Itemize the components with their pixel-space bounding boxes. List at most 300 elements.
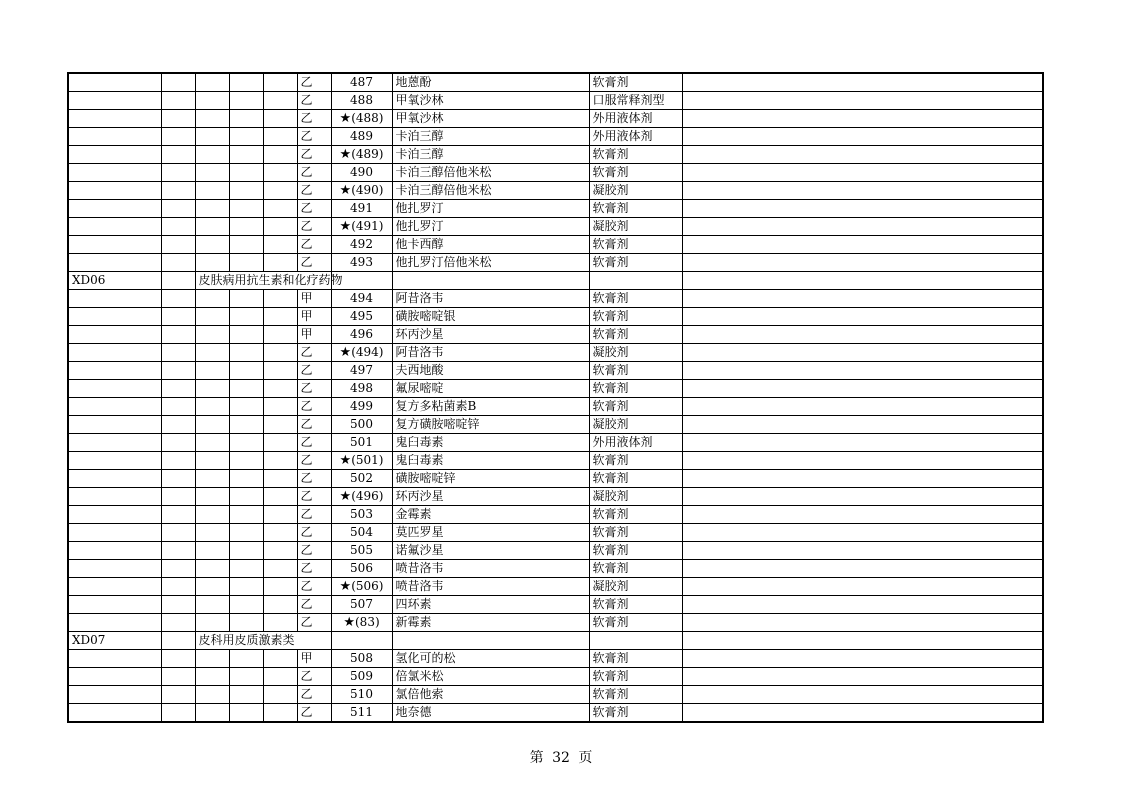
remarks-cell — [682, 110, 1043, 128]
empty-cell — [195, 524, 229, 542]
empty-cell — [161, 128, 195, 146]
number-cell — [331, 146, 392, 164]
code-cell — [68, 650, 161, 668]
empty-cell — [229, 73, 263, 92]
number-cell — [331, 326, 392, 344]
drug-row — [68, 704, 1043, 723]
category-row — [68, 632, 1043, 650]
remarks-cell — [682, 416, 1043, 434]
number-cell — [331, 344, 392, 362]
empty-cell — [263, 146, 297, 164]
empty-cell — [195, 398, 229, 416]
empty-cell — [195, 236, 229, 254]
drug-number: 503 — [350, 507, 373, 521]
grade-cell: 乙 — [297, 110, 331, 128]
grade-cell: 乙 — [297, 524, 331, 542]
drug-row — [68, 290, 1043, 308]
empty-cell — [229, 452, 263, 470]
empty-cell — [263, 110, 297, 128]
number-cell — [331, 110, 392, 128]
drug-name: 磺胺嘧啶银 — [392, 308, 589, 326]
drug-row — [68, 344, 1043, 362]
empty-cell — [263, 560, 297, 578]
empty-cell — [229, 488, 263, 506]
grade-cell: 甲 — [297, 290, 331, 308]
drug-number: 494 — [350, 291, 373, 305]
empty-cell — [263, 290, 297, 308]
dosage-form: 软膏剂 — [589, 596, 682, 614]
code-cell — [68, 560, 161, 578]
empty-cell — [229, 524, 263, 542]
empty-cell — [229, 218, 263, 236]
drug-number: 499 — [350, 399, 373, 413]
empty-cell — [195, 704, 229, 723]
code-cell — [68, 344, 161, 362]
grade-cell: 乙 — [297, 164, 331, 182]
empty-cell — [195, 416, 229, 434]
black-star-icon: ★ — [339, 111, 352, 126]
empty-cell — [161, 398, 195, 416]
drug-name: 他扎罗汀 — [392, 218, 589, 236]
empty-cell — [229, 398, 263, 416]
drug-name: 氢化可的松 — [392, 650, 589, 668]
drug-name: 复方磺胺嘧啶锌 — [392, 416, 589, 434]
remarks-cell — [682, 326, 1043, 344]
drug-row — [68, 362, 1043, 380]
number-cell — [331, 182, 392, 200]
dosage-form: 软膏剂 — [589, 164, 682, 182]
code-cell — [68, 416, 161, 434]
drug-number: 493 — [350, 255, 373, 269]
code-cell — [68, 506, 161, 524]
drug-number: 495 — [350, 309, 373, 323]
drug-number: 490 — [350, 165, 373, 179]
empty-cell — [263, 200, 297, 218]
remarks-cell — [682, 470, 1043, 488]
dosage-form: 凝胶剂 — [589, 416, 682, 434]
dosage-form: 软膏剂 — [589, 290, 682, 308]
empty-cell — [195, 326, 229, 344]
remarks-cell — [682, 686, 1043, 704]
empty-cell — [392, 632, 589, 650]
empty-cell — [229, 704, 263, 723]
remarks-cell — [682, 128, 1043, 146]
code-cell — [68, 73, 161, 92]
code-cell — [68, 110, 161, 128]
code-cell — [68, 254, 161, 272]
empty-cell — [195, 254, 229, 272]
drug-name: 氯倍他索 — [392, 686, 589, 704]
dosage-form: 软膏剂 — [589, 398, 682, 416]
dosage-form: 软膏剂 — [589, 326, 682, 344]
remarks-cell — [682, 542, 1043, 560]
remarks-cell — [682, 614, 1043, 632]
empty-cell — [195, 164, 229, 182]
drug-number: 488 — [350, 93, 373, 107]
empty-cell — [229, 596, 263, 614]
drug-name: 地奈德 — [392, 704, 589, 723]
empty-cell — [195, 218, 229, 236]
drug-name: 卡泊三醇倍他米松 — [392, 182, 589, 200]
code-cell — [68, 398, 161, 416]
number-cell — [331, 236, 392, 254]
empty-cell — [297, 632, 331, 650]
drug-row — [68, 182, 1043, 200]
number-cell — [331, 488, 392, 506]
drug-row — [68, 200, 1043, 218]
remarks-cell — [682, 398, 1043, 416]
empty-cell — [161, 560, 195, 578]
remarks-cell — [682, 92, 1043, 110]
grade-cell: 乙 — [297, 92, 331, 110]
empty-cell — [161, 254, 195, 272]
remarks-cell — [682, 578, 1043, 596]
empty-cell — [161, 164, 195, 182]
empty-cell — [229, 92, 263, 110]
dosage-form: 软膏剂 — [589, 614, 682, 632]
empty-cell — [589, 632, 682, 650]
grade-cell: 乙 — [297, 452, 331, 470]
drug-row — [68, 164, 1043, 182]
empty-cell — [229, 362, 263, 380]
table-body — [68, 73, 1043, 722]
empty-cell — [195, 290, 229, 308]
remarks-cell — [682, 146, 1043, 164]
empty-cell — [195, 596, 229, 614]
grade-cell: 乙 — [297, 596, 331, 614]
empty-cell — [161, 452, 195, 470]
dosage-form: 软膏剂 — [589, 73, 682, 92]
code-cell — [68, 542, 161, 560]
empty-cell — [263, 398, 297, 416]
dosage-form: 口服常释剂型 — [589, 92, 682, 110]
empty-cell — [229, 686, 263, 704]
empty-cell — [229, 164, 263, 182]
empty-cell — [229, 506, 263, 524]
drug-name: 阿昔洛韦 — [392, 344, 589, 362]
number-cell — [331, 92, 392, 110]
number-cell — [331, 254, 392, 272]
number-cell — [331, 668, 392, 686]
code-cell — [68, 308, 161, 326]
empty-cell — [195, 614, 229, 632]
remarks-cell — [682, 506, 1043, 524]
number-cell — [331, 560, 392, 578]
black-star-icon: ★ — [339, 147, 352, 162]
drug-row — [68, 254, 1043, 272]
dosage-form: 软膏剂 — [589, 200, 682, 218]
remarks-cell — [682, 200, 1043, 218]
empty-cell — [161, 506, 195, 524]
drug-number: (506) — [351, 579, 384, 593]
dosage-form: 软膏剂 — [589, 236, 682, 254]
drug-name: 倍氯米松 — [392, 668, 589, 686]
code-cell — [68, 488, 161, 506]
number-cell — [331, 434, 392, 452]
drug-catalog-table — [67, 72, 1044, 723]
empty-cell — [195, 686, 229, 704]
remarks-cell — [682, 488, 1043, 506]
dosage-form: 软膏剂 — [589, 506, 682, 524]
drug-name: 甲氧沙林 — [392, 92, 589, 110]
code-cell — [68, 128, 161, 146]
code-cell — [68, 380, 161, 398]
empty-cell — [161, 650, 195, 668]
grade-cell: 乙 — [297, 416, 331, 434]
empty-cell — [161, 686, 195, 704]
empty-cell — [161, 308, 195, 326]
dosage-form: 软膏剂 — [589, 380, 682, 398]
drug-name: 环丙沙星 — [392, 488, 589, 506]
empty-cell — [263, 380, 297, 398]
remarks-cell — [682, 524, 1043, 542]
empty-cell — [161, 578, 195, 596]
empty-cell — [161, 218, 195, 236]
drug-number: 492 — [350, 237, 373, 251]
drug-name: 诺氟沙星 — [392, 542, 589, 560]
drug-row — [68, 110, 1043, 128]
black-star-icon: ★ — [339, 489, 352, 504]
page-footer — [0, 747, 1122, 767]
drug-row — [68, 92, 1043, 110]
grade-cell: 乙 — [297, 668, 331, 686]
page-number: 32 — [552, 750, 570, 766]
empty-cell — [161, 596, 195, 614]
code-cell — [68, 434, 161, 452]
drug-row — [68, 686, 1043, 704]
empty-cell — [682, 632, 1043, 650]
drug-name: 喷昔洛韦 — [392, 560, 589, 578]
empty-cell — [161, 704, 195, 723]
drug-row — [68, 236, 1043, 254]
code-cell — [68, 92, 161, 110]
drug-name: 他卡西醇 — [392, 236, 589, 254]
empty-cell — [161, 488, 195, 506]
empty-cell — [195, 434, 229, 452]
dosage-form: 软膏剂 — [589, 146, 682, 164]
grade-cell: 乙 — [297, 542, 331, 560]
empty-cell — [229, 236, 263, 254]
category-title: 皮科用皮质激素类 — [195, 632, 297, 650]
code-cell — [68, 668, 161, 686]
category-code: XD06 — [68, 272, 161, 290]
empty-cell — [263, 344, 297, 362]
grade-cell: 乙 — [297, 73, 331, 92]
dosage-form: 凝胶剂 — [589, 182, 682, 200]
empty-cell — [229, 668, 263, 686]
empty-cell — [195, 308, 229, 326]
dosage-form: 凝胶剂 — [589, 344, 682, 362]
number-cell — [331, 704, 392, 723]
grade-cell: 乙 — [297, 488, 331, 506]
empty-cell — [263, 596, 297, 614]
empty-cell — [161, 380, 195, 398]
drug-number: 511 — [350, 705, 373, 719]
code-cell — [68, 182, 161, 200]
empty-cell — [229, 434, 263, 452]
drug-number: 500 — [350, 417, 373, 431]
empty-cell — [263, 686, 297, 704]
number-cell — [331, 470, 392, 488]
remarks-cell — [682, 560, 1043, 578]
grade-cell: 乙 — [297, 398, 331, 416]
drug-number: 487 — [350, 75, 373, 89]
remarks-cell — [682, 218, 1043, 236]
code-cell — [68, 704, 161, 723]
number-cell — [331, 524, 392, 542]
empty-cell — [263, 650, 297, 668]
empty-cell — [263, 524, 297, 542]
number-cell — [331, 164, 392, 182]
empty-cell — [229, 110, 263, 128]
code-cell — [68, 686, 161, 704]
empty-cell — [195, 650, 229, 668]
empty-cell — [161, 614, 195, 632]
drug-row — [68, 398, 1043, 416]
empty-cell — [682, 272, 1043, 290]
empty-cell — [161, 110, 195, 128]
drug-number: (496) — [351, 489, 384, 503]
grade-cell: 乙 — [297, 236, 331, 254]
drug-name: 夫西地酸 — [392, 362, 589, 380]
number-cell — [331, 290, 392, 308]
drug-name: 喷昔洛韦 — [392, 578, 589, 596]
empty-cell — [161, 434, 195, 452]
empty-cell — [195, 146, 229, 164]
dosage-form: 软膏剂 — [589, 704, 682, 723]
empty-cell — [195, 578, 229, 596]
dosage-form: 软膏剂 — [589, 668, 682, 686]
drug-row — [68, 560, 1043, 578]
empty-cell — [263, 308, 297, 326]
remarks-cell — [682, 182, 1043, 200]
drug-number: 507 — [350, 597, 373, 611]
empty-cell — [195, 488, 229, 506]
remarks-cell — [682, 362, 1043, 380]
empty-cell — [263, 326, 297, 344]
grade-cell: 甲 — [297, 326, 331, 344]
empty-cell — [263, 506, 297, 524]
drug-name: 四环素 — [392, 596, 589, 614]
empty-cell — [161, 290, 195, 308]
drug-name: 他扎罗汀 — [392, 200, 589, 218]
drug-row — [68, 434, 1043, 452]
dosage-form: 软膏剂 — [589, 362, 682, 380]
grade-cell: 乙 — [297, 200, 331, 218]
remarks-cell — [682, 344, 1043, 362]
empty-cell — [229, 326, 263, 344]
page-prefix: 第 — [529, 750, 544, 766]
drug-row — [68, 524, 1043, 542]
number-cell — [331, 542, 392, 560]
dosage-form: 软膏剂 — [589, 308, 682, 326]
empty-cell — [161, 416, 195, 434]
empty-cell — [195, 110, 229, 128]
drug-number: (491) — [351, 219, 384, 233]
drug-name: 卡泊三醇 — [392, 146, 589, 164]
empty-cell — [229, 470, 263, 488]
empty-cell — [263, 434, 297, 452]
number-cell — [331, 308, 392, 326]
drug-number: 496 — [350, 327, 373, 341]
drug-name: 鬼臼毒素 — [392, 434, 589, 452]
empty-cell — [229, 182, 263, 200]
empty-cell — [229, 416, 263, 434]
empty-cell — [195, 542, 229, 560]
dosage-form: 凝胶剂 — [589, 218, 682, 236]
grade-cell: 乙 — [297, 560, 331, 578]
drug-number: (83) — [355, 615, 380, 629]
grade-cell: 乙 — [297, 506, 331, 524]
number-cell — [331, 362, 392, 380]
empty-cell — [263, 92, 297, 110]
empty-cell — [161, 632, 195, 650]
drug-number: 505 — [350, 543, 373, 557]
empty-cell — [263, 488, 297, 506]
page-suffix: 页 — [578, 750, 593, 766]
empty-cell — [195, 560, 229, 578]
drug-row — [68, 416, 1043, 434]
drug-row — [68, 596, 1043, 614]
empty-cell — [229, 128, 263, 146]
empty-cell — [161, 73, 195, 92]
remarks-cell — [682, 236, 1043, 254]
empty-cell — [195, 452, 229, 470]
empty-cell — [229, 254, 263, 272]
dosage-form: 软膏剂 — [589, 542, 682, 560]
drug-number: 497 — [350, 363, 373, 377]
empty-cell — [229, 650, 263, 668]
empty-cell — [263, 236, 297, 254]
empty-cell — [229, 290, 263, 308]
drug-name: 磺胺嘧啶锌 — [392, 470, 589, 488]
empty-cell — [195, 128, 229, 146]
drug-row — [68, 218, 1043, 236]
empty-cell — [195, 182, 229, 200]
code-cell — [68, 218, 161, 236]
drug-number: (488) — [351, 111, 384, 125]
drug-number: (501) — [351, 453, 384, 467]
number-cell — [331, 128, 392, 146]
drug-row — [68, 506, 1043, 524]
number-cell — [331, 506, 392, 524]
empty-cell — [195, 200, 229, 218]
drug-name: 阿昔洛韦 — [392, 290, 589, 308]
code-cell — [68, 290, 161, 308]
empty-cell — [195, 380, 229, 398]
black-star-icon: ★ — [343, 615, 355, 630]
empty-cell — [263, 182, 297, 200]
empty-cell — [161, 182, 195, 200]
drug-row — [68, 73, 1043, 92]
drug-row — [68, 308, 1043, 326]
remarks-cell — [682, 290, 1043, 308]
grade-cell: 乙 — [297, 686, 331, 704]
empty-cell — [263, 578, 297, 596]
empty-cell — [589, 272, 682, 290]
drug-row — [68, 326, 1043, 344]
code-cell — [68, 236, 161, 254]
grade-cell: 乙 — [297, 614, 331, 632]
grade-cell: 乙 — [297, 434, 331, 452]
drug-row — [68, 146, 1043, 164]
empty-cell — [263, 218, 297, 236]
drug-name: 氟尿嘧啶 — [392, 380, 589, 398]
remarks-cell — [682, 668, 1043, 686]
drug-name: 环丙沙星 — [392, 326, 589, 344]
category-title: 皮肤病用抗生素和化疗药物 — [195, 272, 297, 290]
empty-cell — [161, 92, 195, 110]
